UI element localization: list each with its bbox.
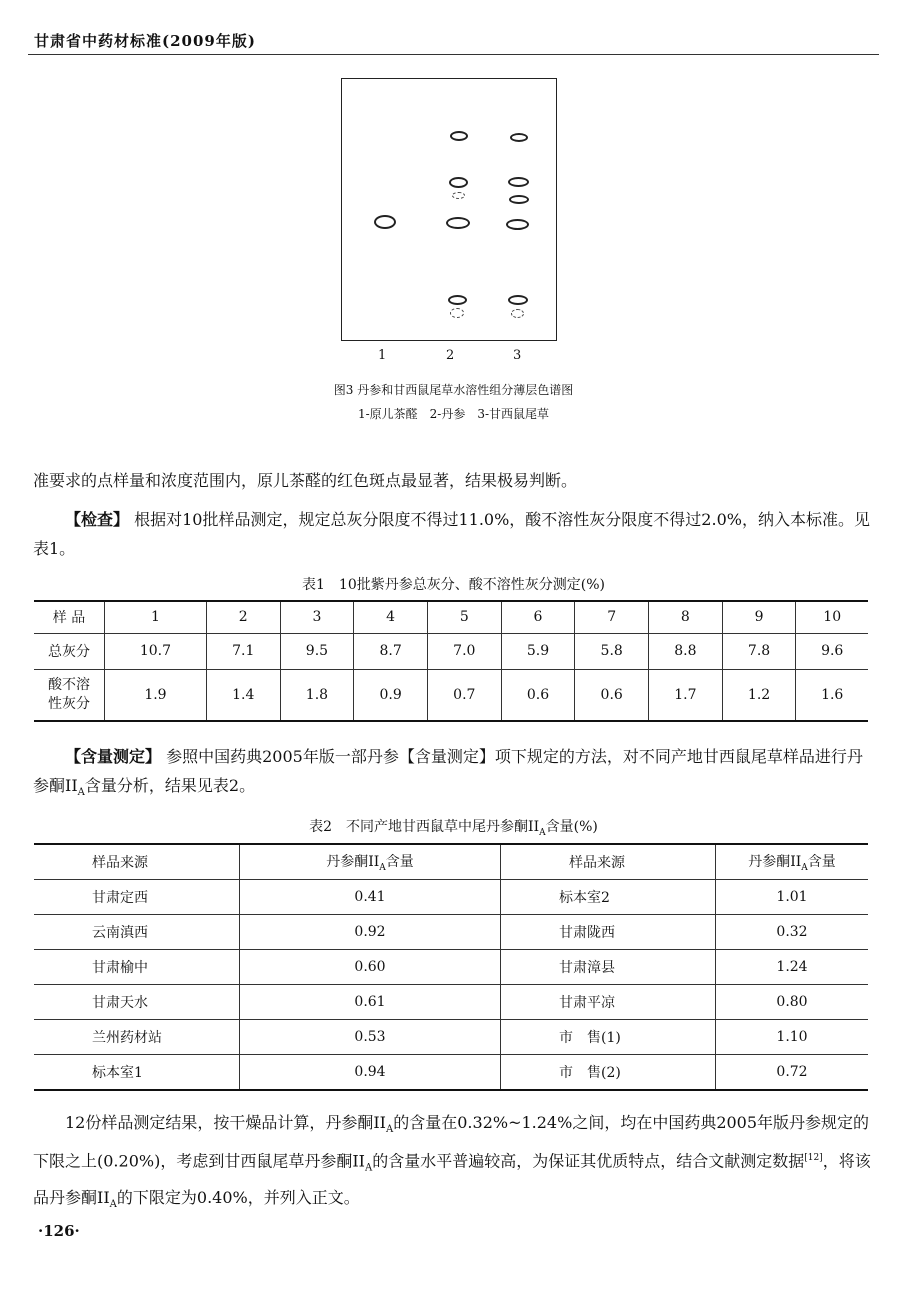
table-cell: 0.80 bbox=[716, 985, 869, 1020]
table-row bbox=[34, 950, 868, 985]
table-cell: 1.10 bbox=[716, 1020, 869, 1055]
figure-legend: 1-原儿茶醛 2-丹参 3-甘西鼠尾草 bbox=[357, 407, 550, 421]
table-header-cell: 样 品 bbox=[34, 601, 105, 633]
table-cell: 0.60 bbox=[240, 950, 501, 985]
header-rule bbox=[28, 54, 879, 55]
table-cell: 0.94 bbox=[240, 1055, 501, 1091]
tlc-spot bbox=[509, 195, 529, 204]
tlc-spot bbox=[446, 217, 470, 229]
table-header-cell: 样品来源 bbox=[501, 844, 716, 880]
paragraph-assay-text: 参照中国药典2005年版一部丹参【含量测定】项下规定的方法，对不同产地甘西鼠尾草样品进行丹参酮II bbox=[33, 747, 863, 795]
conclusion-text: ，将该品丹参酮II bbox=[33, 1151, 871, 1207]
table-cell: 8.8 bbox=[649, 633, 723, 669]
lane-label-1: 1 bbox=[378, 348, 387, 363]
paragraph-check-text: 根据对10批样品测定，规定总灰分限度不得过11.0%，酸不溶性灰分限度不得过2.0%，纳入本标准。见表1。 bbox=[33, 510, 870, 558]
table-cell: 5.8 bbox=[575, 633, 649, 669]
table-header-cell: 样品来源 bbox=[34, 844, 240, 880]
lane-label-3: 3 bbox=[513, 348, 522, 363]
conclusion-text: 的含量水平普遍较高，为保证其优质特点，结合文献测定数据 bbox=[372, 1151, 805, 1171]
table-cell: 3 bbox=[280, 601, 354, 633]
table-cell: 1 bbox=[105, 601, 207, 633]
table-cell: 标本室1 bbox=[34, 1055, 240, 1091]
section-heading-check: 【检查】 bbox=[65, 510, 130, 529]
table1-caption: 表1 10批紫丹参总灰分、酸不溶性灰分测定(%) bbox=[302, 577, 605, 593]
table-cell: 1.7 bbox=[649, 669, 723, 721]
table-cell: 标本室2 bbox=[501, 880, 716, 915]
table-cell: 0.61 bbox=[240, 985, 501, 1020]
subscript: A bbox=[539, 827, 546, 838]
table-row bbox=[34, 601, 868, 633]
figure-caption: 图3 丹参和甘西鼠尾草水溶性组分薄层色谱图 bbox=[333, 383, 574, 397]
table-cell: 1.24 bbox=[716, 950, 869, 985]
table-cell: 7.0 bbox=[427, 633, 501, 669]
table-row bbox=[34, 915, 868, 950]
table-cell: 0.53 bbox=[240, 1020, 501, 1055]
table-cell: 2 bbox=[206, 601, 280, 633]
table-cell: 5 bbox=[427, 601, 501, 633]
table-cell: 10 bbox=[796, 601, 868, 633]
subscript: A bbox=[77, 787, 85, 799]
table-cell: 市 售(2) bbox=[501, 1055, 716, 1091]
table-cell: 甘肃天水 bbox=[34, 985, 240, 1020]
conclusion-text: 的含量在0.32%~1.24%之间，均在中国药典2005年版丹参规定的下限之上(0.20%)，考虑到甘西鼠尾草丹参酮II bbox=[33, 1113, 870, 1171]
table-row bbox=[34, 1020, 868, 1055]
conclusion-text: 的下限定为0.40%，并列入正文。 bbox=[116, 1187, 360, 1207]
subscript: A bbox=[386, 1124, 394, 1136]
paragraph-check bbox=[33, 505, 873, 563]
table-cell: 0.6 bbox=[501, 669, 575, 721]
table-cell: 云南滇西 bbox=[34, 915, 240, 950]
tlc-spot bbox=[506, 219, 529, 230]
table-cell: 1.8 bbox=[280, 669, 354, 721]
tlc-spot bbox=[508, 295, 528, 305]
table-cell: 10.7 bbox=[105, 633, 207, 669]
paragraph-1-text: 准要求的点样量和浓度范围内，原儿茶醛的红色斑点最显著，结果极易判断。 bbox=[33, 471, 578, 490]
table-header-cell bbox=[716, 844, 869, 880]
table2-caption bbox=[0, 816, 907, 838]
table-cell: 1.2 bbox=[722, 669, 796, 721]
reference-marker: [12] bbox=[804, 1153, 823, 1164]
table-cell: 7.8 bbox=[722, 633, 796, 669]
paragraph-1 bbox=[33, 466, 873, 495]
table-cell: 0.9 bbox=[354, 669, 428, 721]
tlc-spot bbox=[508, 177, 529, 187]
table-row bbox=[34, 1055, 868, 1091]
table-cell: 1.6 bbox=[796, 669, 868, 721]
running-header: 甘肃省中药材标准(2009年版) bbox=[34, 32, 256, 50]
header-text: 含量 bbox=[807, 854, 836, 871]
tlc-spot bbox=[449, 177, 468, 188]
table-cell: 兰州药材站 bbox=[34, 1020, 240, 1055]
subscript: A bbox=[379, 862, 386, 873]
header-text: 含量 bbox=[385, 854, 414, 871]
header-text: 丹参酮II bbox=[326, 854, 380, 871]
table-cell: 0.41 bbox=[240, 880, 501, 915]
table-cell: 市 售(1) bbox=[501, 1020, 716, 1055]
table-cell: 甘肃陇西 bbox=[501, 915, 716, 950]
tlc-spot bbox=[510, 133, 528, 142]
tlc-plate bbox=[341, 78, 557, 341]
table-cell: 5.9 bbox=[501, 633, 575, 669]
tlc-spot-faint bbox=[511, 309, 524, 318]
table-row bbox=[34, 985, 868, 1020]
table-cell: 9.5 bbox=[280, 633, 354, 669]
table-header-cell bbox=[240, 844, 501, 880]
table-cell: 9.6 bbox=[796, 633, 868, 669]
table-header-cell: 总灰分 bbox=[34, 633, 105, 669]
paragraph-assay bbox=[33, 742, 873, 807]
paragraph-conclusion bbox=[33, 1108, 873, 1219]
table-cell: 1.4 bbox=[206, 669, 280, 721]
tlc-spot-faint bbox=[450, 308, 464, 318]
table-cell: 8 bbox=[649, 601, 723, 633]
table2-caption-text-end: 含量(%) bbox=[545, 819, 598, 835]
tlc-spot bbox=[450, 131, 468, 141]
conclusion-text: 12份样品测定结果，按干燥品计算，丹参酮II bbox=[65, 1113, 387, 1132]
subscript: A bbox=[364, 1162, 373, 1174]
table-cell: 0.7 bbox=[427, 669, 501, 721]
table-cell: 甘肃定西 bbox=[34, 880, 240, 915]
table-row bbox=[34, 669, 868, 721]
section-heading-assay: 【含量测定】 bbox=[65, 747, 162, 766]
paragraph-assay-text-end: 含量分析，结果见表2。 bbox=[84, 776, 256, 795]
table-cell: 0.72 bbox=[716, 1055, 869, 1091]
table-cell: 0.6 bbox=[575, 669, 649, 721]
header-text: 丹参酮II bbox=[748, 854, 802, 871]
table-cell: 1.9 bbox=[105, 669, 207, 721]
table-cell: 9 bbox=[722, 601, 796, 633]
tlc-spot bbox=[374, 215, 396, 229]
table-cell: 7.1 bbox=[206, 633, 280, 669]
subscript: A bbox=[109, 1198, 117, 1210]
page-number: ·126· bbox=[38, 1222, 80, 1240]
table-row bbox=[34, 633, 868, 669]
table-row bbox=[34, 844, 868, 880]
ash-table bbox=[34, 600, 868, 722]
table-cell: 0.32 bbox=[716, 915, 869, 950]
table2-caption-text: 表2 不同产地甘西鼠草中尾丹参酮II bbox=[309, 819, 540, 835]
table-cell: 4 bbox=[354, 601, 428, 633]
table-row bbox=[34, 880, 868, 915]
subscript: A bbox=[801, 862, 808, 873]
table-cell: 甘肃平凉 bbox=[501, 985, 716, 1020]
table-cell: 1.01 bbox=[716, 880, 869, 915]
lane-label-2: 2 bbox=[446, 348, 455, 363]
table-cell: 8.7 bbox=[354, 633, 428, 669]
table-cell: 甘肃榆中 bbox=[34, 950, 240, 985]
table-cell: 0.92 bbox=[240, 915, 501, 950]
tlc-spot-faint bbox=[452, 192, 465, 199]
table-header-cell: 酸不溶性灰分 bbox=[34, 669, 105, 721]
table-cell: 7 bbox=[575, 601, 649, 633]
table-cell: 6 bbox=[501, 601, 575, 633]
tlc-spot bbox=[448, 295, 467, 305]
tanshinone-table bbox=[34, 843, 868, 1091]
table-cell: 甘肃漳县 bbox=[501, 950, 716, 985]
